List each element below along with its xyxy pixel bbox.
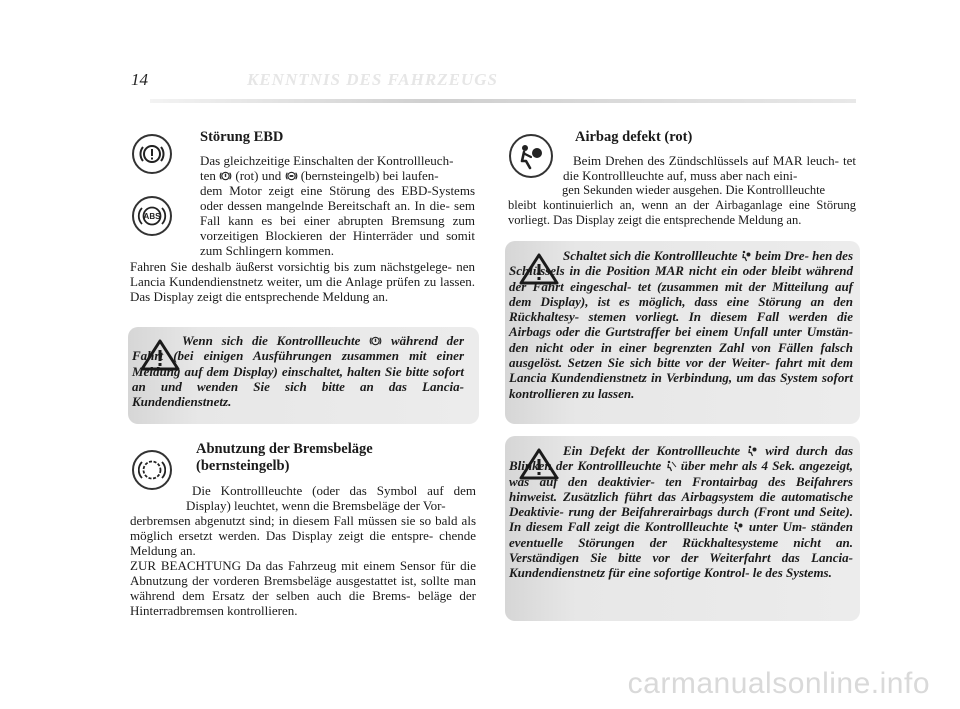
header-rule [150,99,856,103]
brake-warning-icon [132,134,172,174]
brake-pad-paragraph-c: ZUR BEACHTUNG Da das Fahrzeug mit einem Sensor für die Abnutzung der vorderen Bremsbeläge ausgestattet ist, sollte man während dem Ersatz der selben auch die Brems- beläge der Hinterradbremsen kontrollieren. [130,558,476,618]
airbag-icon [509,134,553,178]
warning-text-part1: Ein Defekt der Kontrollleuchte [563,443,741,458]
warning-text-brake-post: während der Fahrt (bei einigen Ausführungen zusammen mit einer Meldung auf dem Display) einschaltet, halten Sie bitte sofort an und wenden Sie sich bitte an das Lancia-Kundendienstnetz. [132,333,465,410]
brake-pad-title-line1: Abnutzung der Bremsbeläge [196,441,373,457]
warning-text-airbag-post: beim Dre- hen des Schlüssels in die Position MAR nicht ein oder bleibt während der Fahrt eingeschal- tet (zusammen mit der Mitteilung auf dem Display), ist es möglich, dass eine Störung an den Rückhaltesy- stemen vorliegt. In diesem Fall werden die Airbags oder die Gurtstraffer bei einem Unfall unter Umstän- den nicht oder in einer begrenzten Zahl von Fällen falsch ausgelöst. Setzen Sie sich bitte vor der Weiter- fahrt mit dem Lancia Kundendienstnetz in Verbindung, um das System sofort kontrollieren zu lassen. [509,248,854,401]
airbag-title: Airbag defekt (rot) [575,129,693,145]
ebd-paragraph-b [200,168,475,183]
brake-warning-icon [369,335,382,347]
airbag-icon [747,445,758,457]
ebd-paragraph-b-pre: ten [200,168,216,183]
airbag-off-icon [666,460,677,472]
warning-text-airbag [509,248,853,401]
brake-warning-icon [219,170,232,182]
airbag-icon [733,521,744,533]
brake-pad-paragraph-a: Die Kontrollleuchte (oder das Symbol auf dem Display) leuchtet, wenn die Bremsbeläge der Vor- [186,483,476,513]
warning-box-airbag [505,241,860,424]
airbag-paragraph-c: bleibt kontinuierlich an, wenn an der Airbaganlage eine Störung vorliegt. Das Display zeigt die entsprechende Meldung an. [508,198,856,227]
airbag-paragraph-b: gen Sekunden wieder ausgehen. Die Kontrollleuchte [562,183,826,197]
running-title: KENNTNIS DES FAHRZEUGS [247,70,498,89]
ebd-paragraph-c: dem Motor zeigt eine Störung des EBD-Systems oder dessen mangelnde Bereitschaft an. In die- sem Fall kann es bei einer abrupten Bremsung zum vorzeitigen Blockieren der Hinterräder und somit zum Schlingern kommen. [200,183,475,258]
abs-icon [285,170,298,182]
brake-pad-wear-icon [132,450,172,490]
warning-box-passenger-airbag [505,436,860,621]
brake-pad-title-line2: (bernsteingelb) [196,458,290,474]
warning-text-brake [132,333,464,409]
airbag-paragraph-a: Beim Drehen des Zündschlüssels auf MAR leuch- tet die Kontrollleuchte auf, muss aber nach eini- [563,153,856,183]
ebd-paragraph-a: Das gleichzeitige Einschalten der Kontrollleuch- [200,153,454,168]
airbag-icon [741,250,752,262]
abs-icon [132,196,172,236]
warning-box-brake [128,327,479,424]
warning-text-airbag-pre: Schaltet sich die Kontrollleuchte [563,248,738,263]
brake-pad-paragraph-b: derbremsen abgenutzt sind; in diesem Fall müssen sie so bald als möglich ersetzt werden. Das Display zeigt die entspre- chende Meldung an. [130,513,476,558]
ebd-paragraph-b-post: (bernsteingelb) bei laufen- [300,168,439,183]
ebd-paragraph-b-mid: (rot) und [235,168,282,183]
ebd-paragraph-d: Fahren Sie deshalb äußerst vorsichtig bis zum nächstgelege- nen Lancia Kundendienstnetz weiter, um die Anlage prüfen zu lassen. Das Display zeigt die entsprechende Meldung an. [130,259,475,304]
warning-text-part4: unter Um- ständen eventuelle Störungen der Rückhaltesysteme nicht an. Verständigen Sie bitte vor der Weiterfahrt das Lancia-Kundendienstnetz für eine sofortige Kontrol- le des Systems. [509,519,854,581]
watermark: carmanualsonline.info [627,667,930,700]
warning-text-brake-pre: Wenn sich die Kontrollleuchte [182,333,361,348]
page-number: 14 [131,70,148,89]
ebd-title: Störung EBD [200,129,284,145]
warning-text-part3: über mehr als 4 Sek. angezeigt, was auf den deaktivier- ten Frontairbag des Beifahrers hinweist. Zusätzlich führt das Airbagsystem die automatische Deaktivie- rung der Beifahrerairbags durch (Front und Seite). In diesem Fall zeigt die Kontrollleuchte [509,458,854,535]
warning-text-passenger-airbag [509,443,853,581]
abs-label: ABS [143,212,161,221]
warning-text-part2: wird durch das Blinken der Kontrollleuchte [509,443,854,474]
